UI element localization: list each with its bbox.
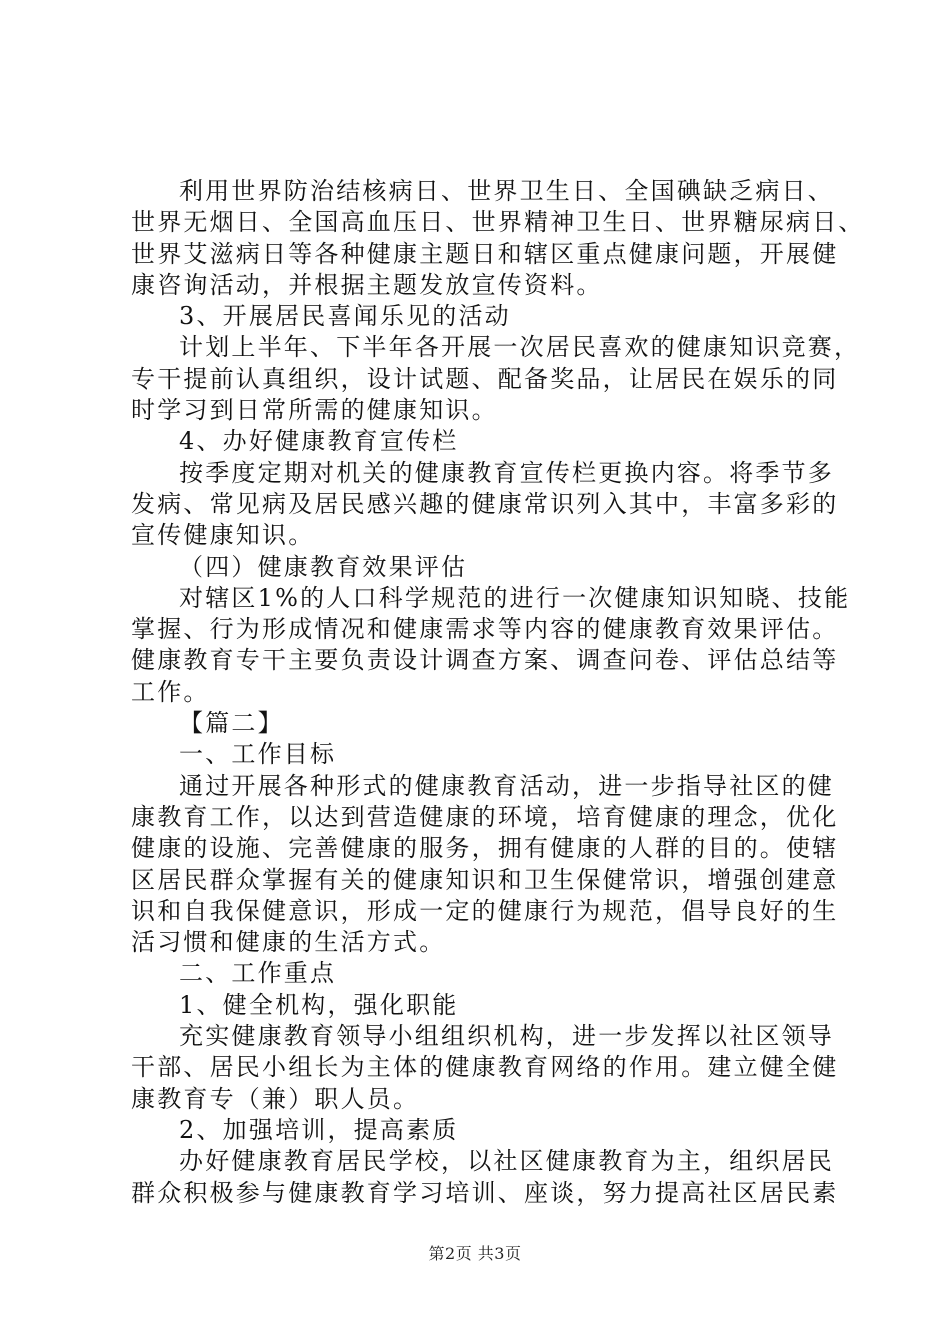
- text-line: 办好健康教育居民学校，以社区健康教育为主，组织居民: [179, 1147, 834, 1176]
- text-line: 康教育工作，以达到营造健康的环境，培育健康的理念，优化: [131, 802, 839, 831]
- text-line: 健康的设施、完善健康的服务，拥有健康的人群的目的。使辖: [131, 834, 839, 863]
- text-line: 活习惯和健康的生活方式。: [131, 928, 446, 957]
- text-line: 宣传健康知识。: [131, 521, 315, 550]
- text-line: 对辖区1%的人口科学规范的进行一次健康知识知晓、技能: [179, 583, 851, 612]
- text-line: 二、工作重点: [179, 959, 337, 988]
- text-line: 时学习到日常所需的健康知识。: [131, 396, 498, 425]
- text-line: 2、加强培训，提高素质: [179, 1115, 459, 1144]
- text-line: 按季度定期对机关的健康教育宣传栏更换内容。将季节多: [179, 458, 834, 487]
- document-body: [131, 176, 865, 1209]
- text-line: 发病、常见病及居民感兴趣的健康常识列入其中，丰富多彩的: [131, 489, 839, 518]
- text-line: 专干提前认真组织，设计试题、配备奖品，让居民在娱乐的同: [131, 364, 839, 393]
- text-line: 区居民群众掌握有关的健康知识和卫生保健常识，增强创建意: [131, 865, 839, 894]
- text-line: 1、健全机构，强化职能: [179, 990, 459, 1019]
- text-line: 计划上半年、下半年各开展一次居民喜欢的健康知识竞赛，: [179, 333, 861, 362]
- text-line: 通过开展各种形式的健康教育活动，进一步指导社区的健: [179, 771, 834, 800]
- text-line: 识和自我保健意识，形成一定的健康行为规范，倡导良好的生: [131, 896, 839, 925]
- text-line: 利用世界防治结核病日、世界卫生日、全国碘缺乏病日、: [179, 177, 834, 205]
- text-line: 4、办好健康教育宣传栏: [179, 427, 459, 456]
- text-line: 3、开展居民喜闻乐见的活动: [179, 302, 511, 331]
- text-line: 康教育专（兼）职人员。: [131, 1084, 420, 1113]
- text-line: 世界艾滋病日等各种健康主题日和辖区重点健康问题，开展健: [131, 239, 839, 268]
- text-line: 一、工作目标: [179, 740, 337, 769]
- text-line: 康咨询活动，并根据主题发放宣传资料。: [131, 270, 603, 299]
- text-line: 工作。: [131, 677, 210, 706]
- text-line: （四）健康教育效果评估: [179, 552, 468, 581]
- text-line: 世界无烟日、全国高血压日、世界精神卫生日、世界糖尿病日、: [131, 208, 865, 237]
- text-line: 【篇二】: [179, 709, 284, 738]
- text-line: 健康教育专干主要负责设计调查方案、调查问卷、评估总结等: [131, 646, 839, 675]
- page-footer: 第2页 共3页: [428, 1244, 522, 1263]
- text-line: 群众积极参与健康教育学习培训、座谈，努力提高社区居民素: [131, 1178, 839, 1207]
- text-line: 充实健康教育领导小组组织机构，进一步发挥以社区领导: [179, 1022, 834, 1051]
- text-line: 掌握、行为形成情况和健康需求等内容的健康教育效果评估。: [131, 615, 839, 644]
- text-line: 干部、居民小组长为主体的健康教育网络的作用。建立健全健: [131, 1053, 839, 1082]
